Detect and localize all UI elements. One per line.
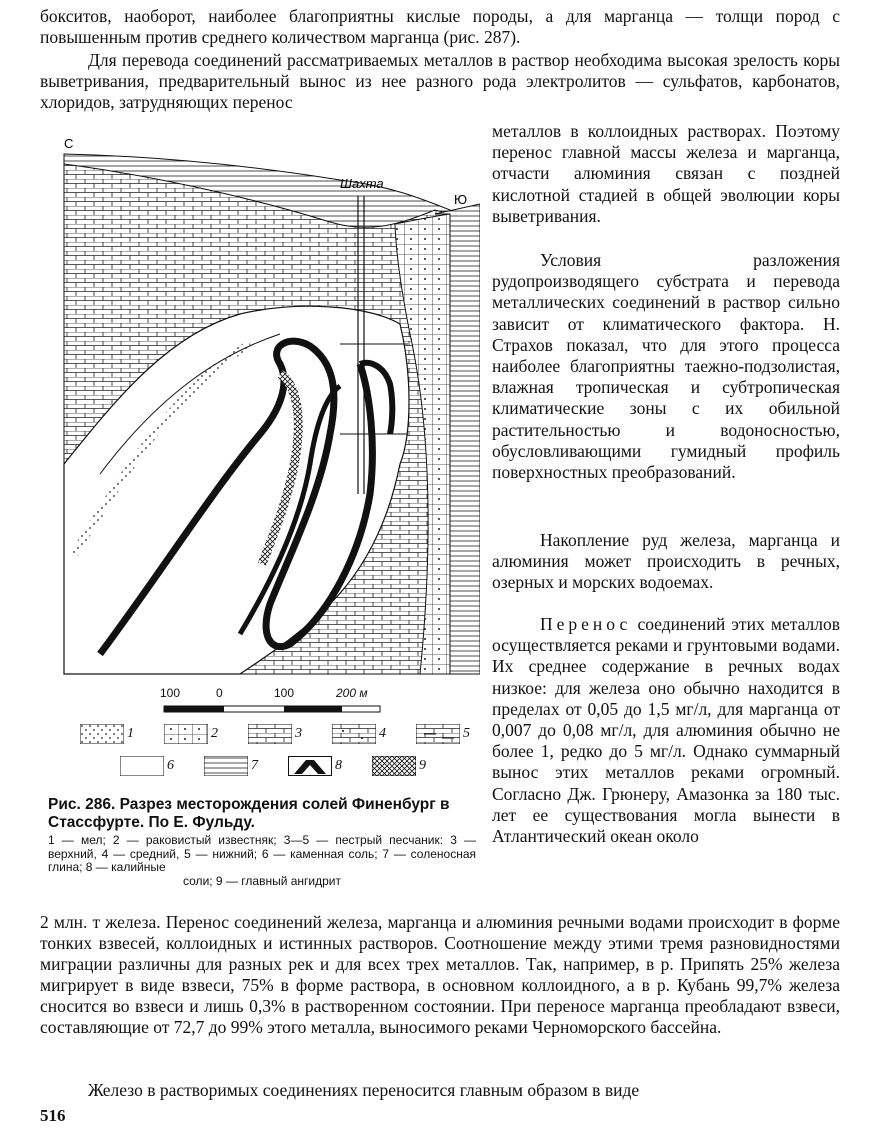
scale-ruler	[160, 702, 400, 716]
legend-item-9: 9	[372, 756, 426, 776]
figure-caption: Рис. 286. Разрез месторождения солей Финенбург в Стассфурте. По Е. Фульду.	[48, 796, 450, 831]
legend-item-2: 2	[164, 724, 218, 744]
paragraph-accumulation: Накопление руд железа, марганца и алюминия может происходить в речных, озерных и морских водоемах.	[492, 530, 840, 593]
book-page	[40, 0, 840, 1147]
legend-item-1: 1	[80, 724, 134, 744]
figure-legend-text: 1 — мел; 2 — раковистый известняк; 3—5 — пестрый песчаник: 3 — верхний, 4 — средний, 5 — нижний; 6 — каменная соль; 7 — соленосная глина; 8 — калийные соли; 9 — главный ангидрит	[48, 833, 476, 888]
figure-legend-swatches	[80, 724, 480, 784]
paragraph-climate: Условия разложения рудопроизводящего субстрата и перевода металлических соединений в раствор сильно зависит от климатического фактора. Н. Страхов показал, что для этого процесса наиболее благоприятны таежно-подзолистая, влажная тропическая и субтропическая климатические зоны с их обильной растительностью и водоносностью, обусловливающими гумидный профиль поверхностных преобразований.	[492, 250, 840, 483]
legend-item-7: 7	[204, 756, 258, 776]
scale-tick-2: 0	[216, 686, 223, 700]
scale-tick-4: 200 м	[336, 686, 368, 700]
label-shaft: Шахта	[340, 176, 384, 191]
geological-section-figure	[40, 134, 480, 894]
label-north: С	[64, 136, 74, 151]
paragraph-transfer-intro: Для перевода соединений рассматриваемых металлов в раствор необходима высокая зрелость коры выветривания, предварительный вынос из нее разного рода электролитов — сульфатов, карбонатов, хлоридов, затрудняющих перенос	[40, 50, 840, 112]
paragraph-iron-solutions: Железо в растворимых соединениях переносится главным образом в виде	[88, 1080, 640, 1100]
legend-item-3: 3	[248, 724, 302, 744]
paragraph-river-transfer: Перенос соединений этих металлов осуществляется реками и грунтовыми водами. Их среднее содержание в речных водах низкое: для железа оно обычно находится в пределах от 0,05 до 1,5 мг/л, для марганца от 0,007 до 0,08 мг/л, для алюминия обычно не более 1, редко до 5 мг/л. Однако суммарный вынос этих металлов реками огромный. Согласно Дж. Грюнеру, Амазонка за 180 тыс. лет ее существования могла вынести в Атлантический океан около	[492, 614, 840, 847]
legend-item-4: 4	[332, 724, 386, 744]
emphasized-word: Перенос	[540, 614, 632, 634]
legend-item-8: 8	[288, 756, 342, 776]
scale-tick-1: 100	[160, 686, 181, 700]
scale-bar	[160, 686, 400, 720]
paragraph-migration-forms: 2 млн. т железа. Перенос соединений железа, марганца и алюминия речными водами происходит в форме тонких взвесей, коллоидных и истинных растворов. Соотношение между этими тремя разновидностями миграции различны для разных рек и для всех трех металлов. Так, например, в р. Припять 25% железа мигрирует в виде взвеси, 75% в форме раствора, в основном коллоидного, а в р. Кубань 99,7% железа сносится во взвеси и лишь 0,3% в растворенном состоянии. При переносе марганца преобладают взвеси, составляющие от 72,7 до 99% этого металла, выносимого реками Черноморского бассейна.	[40, 912, 840, 1037]
salt-deposit-section-drawing	[40, 134, 480, 694]
scale-tick-3: 100	[274, 686, 295, 700]
legend-item-6: 6	[120, 756, 174, 776]
paragraph-colloid-transfer: металлов в коллоидных растворах. Поэтому перенос главной массы железа и марганца, отчасти алюминия связан с поздней кислотной стадией в общей эволюции коры выветривания.	[492, 121, 840, 226]
legend-item-5: 5	[416, 724, 470, 744]
page-number: 516	[40, 1106, 66, 1125]
paragraph-bauxite: бокситов, наоборот, наиболее благоприятны кислые породы, а для марганца — толщи пород с повышенным против среднего количеством марганца (рис. 287).	[40, 6, 840, 47]
label-south: Ю	[454, 192, 468, 207]
